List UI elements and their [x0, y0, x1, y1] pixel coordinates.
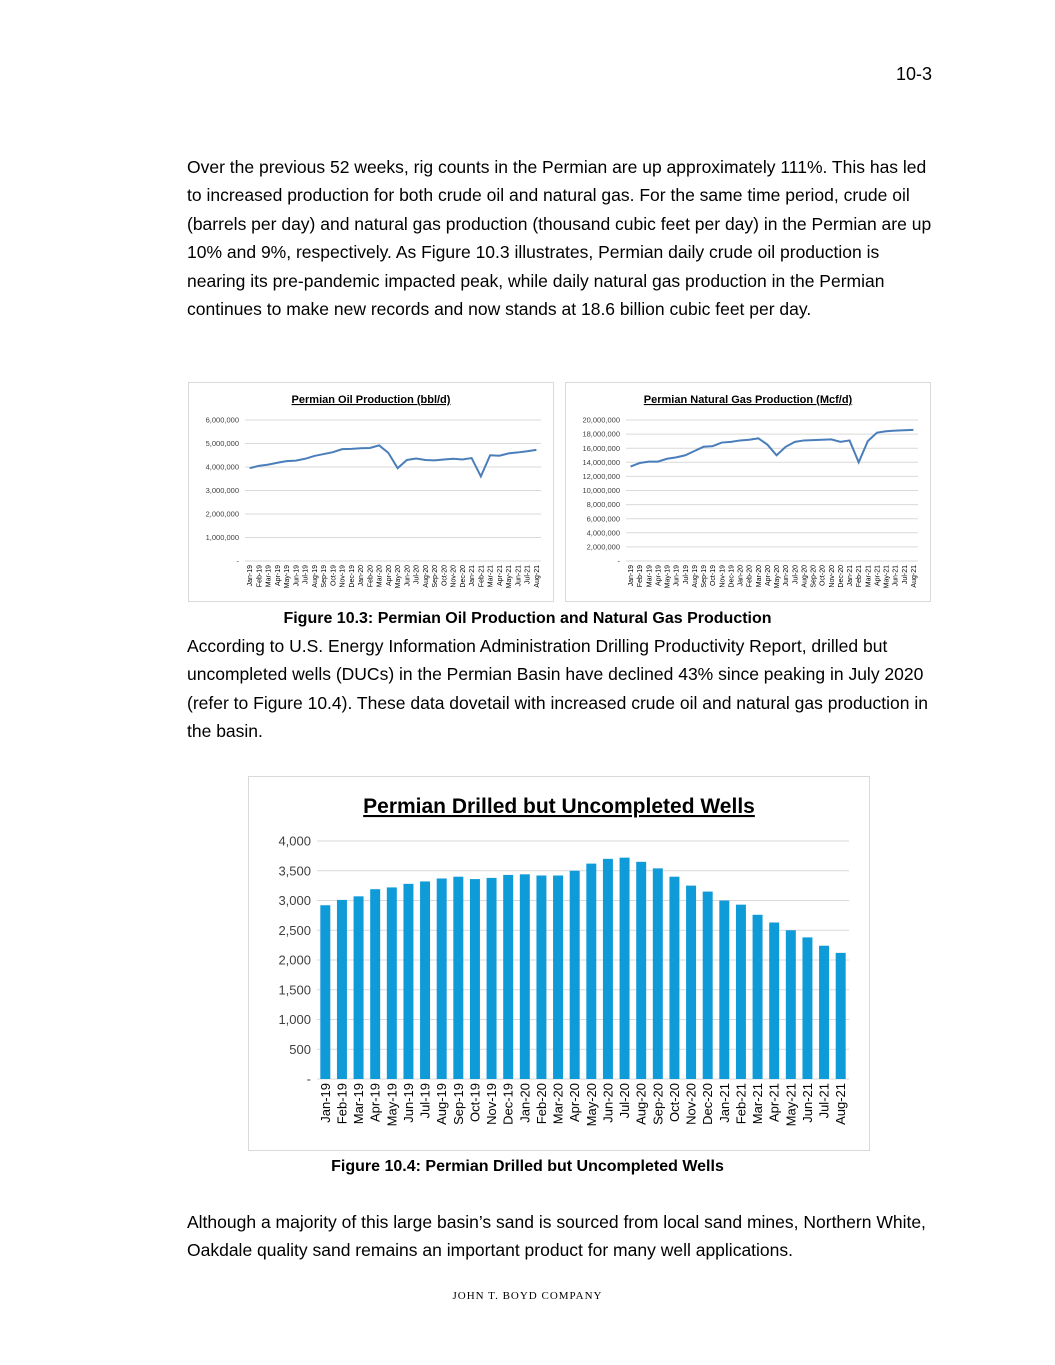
- y-tick-label: 4,000: [278, 833, 311, 849]
- y-tick-label: 2,000: [278, 952, 311, 968]
- x-tick-label: Nov-19: [719, 565, 727, 588]
- x-tick-label: May-20: [395, 565, 403, 589]
- x-tick-label: Sep-20: [650, 1083, 666, 1125]
- series-line: [250, 445, 537, 476]
- y-tick-label: -: [617, 556, 620, 566]
- x-tick-label: May-21: [783, 1083, 799, 1127]
- x-tick-label: Apr-21: [496, 565, 504, 587]
- bar-Nov-19: [487, 878, 497, 1079]
- x-tick-label: Sep-20: [810, 565, 818, 588]
- page-number: 10-3: [895, 64, 932, 84]
- bar-Jul-21: [819, 946, 829, 1079]
- y-tick-label: 5,000,000: [205, 439, 239, 449]
- x-tick-label: Feb-19: [334, 1083, 350, 1125]
- bar-Aug-19: [437, 878, 447, 1079]
- x-tick-label: Dec-20: [459, 565, 467, 588]
- x-tick-label: Apr-20: [385, 565, 393, 587]
- x-tick-label: Jun-21: [799, 1083, 815, 1123]
- x-tick-label: Jul-21: [524, 565, 532, 585]
- y-tick-label: 500: [289, 1041, 311, 1057]
- footer-company: JOHN T. BOYD COMPANY: [452, 1290, 603, 1302]
- x-tick-label: Jun-20: [600, 1083, 616, 1123]
- x-tick-label: Jul-19: [417, 1083, 433, 1119]
- x-tick-label: May-20: [583, 1083, 599, 1127]
- x-tick-label: Jan-21: [469, 565, 477, 587]
- y-tick-label: 3,000,000: [205, 486, 239, 496]
- x-tick-label: Mar-21: [750, 1083, 766, 1125]
- y-tick-label: 1,000,000: [205, 533, 239, 543]
- y-tick-label: 14,000,000: [582, 457, 620, 467]
- bar-Apr-21: [769, 923, 779, 1079]
- paragraph-1: Over the previous 52 weeks, rig counts in the Permian are up approximately 111%. This has led to increased production for both crude oil and natural gas. For the same time period, crude oil (barrels per day) and natural gas production (thousand cubic feet per day) in the Permian are up 10% and 9%, respectively. As Figure 10.3 illustrates, Permian daily crude oil production is nearing its pre-pandemic impacted peak, while daily natural gas production in the Permian continues to make new records and now stands at 18.6 billion cubic feet per day.: [187, 157, 932, 320]
- bar-Apr-20: [570, 871, 580, 1079]
- x-tick-label: Aug-21: [533, 565, 541, 588]
- bar-Apr-19: [370, 889, 380, 1079]
- x-tick-label: Dec-19: [728, 565, 736, 588]
- x-tick-label: Dec-20: [837, 565, 845, 588]
- duc-wells-chart: [248, 776, 870, 1151]
- x-tick-label: Jan-21: [847, 565, 855, 587]
- x-tick-label: May-19: [284, 565, 292, 589]
- x-tick-label: Feb-19: [256, 565, 264, 588]
- figure-10-4-caption: Figure 10.4: Permian Drilled but Uncompleted Wells: [331, 1158, 724, 1175]
- y-tick-label: 8,000,000: [586, 500, 620, 510]
- bar-Mar-20: [553, 876, 563, 1079]
- x-tick-label: Sep-20: [432, 565, 440, 588]
- x-tick-label: Mar-19: [265, 565, 273, 588]
- x-tick-label: Feb-20: [533, 1083, 549, 1125]
- chart-title: Permian Oil Production (bbl/d): [291, 394, 451, 406]
- x-tick-label: Jul-19: [682, 565, 690, 585]
- y-tick-label: -: [306, 1071, 311, 1087]
- x-tick-label: May-21: [883, 565, 891, 589]
- bar-Jan-21: [719, 901, 729, 1080]
- x-tick-label: Oct-19: [467, 1083, 483, 1123]
- x-tick-label: Aug-19: [691, 565, 699, 588]
- y-tick-label: 18,000,000: [582, 429, 620, 439]
- x-tick-label: Aug-20: [422, 565, 430, 588]
- x-tick-label: Sep-19: [321, 565, 329, 588]
- y-tick-label: 12,000,000: [582, 472, 620, 482]
- x-tick-label: Mar-21: [865, 565, 873, 588]
- y-tick-label: 10,000,000: [582, 486, 620, 496]
- x-tick-label: Nov-19: [339, 565, 347, 588]
- bar-Feb-21: [736, 905, 746, 1079]
- x-tick-label: Nov-20: [450, 565, 458, 588]
- paragraph-2: According to U.S. Energy Information Administration Drilling Productivity Report, drilled but uncompleted wells (DUCs) in the Permian Basin have declined 43% since peaking in July 2020 (refer to Figure 10.4). These data dovetail with increased crude oil and natural gas production in the basin.: [187, 636, 928, 742]
- y-tick-label: 4,000,000: [205, 462, 239, 472]
- x-tick-label: Dec-20: [700, 1083, 716, 1125]
- x-tick-label: Apr-20: [567, 1083, 583, 1123]
- x-tick-label: Jul-21: [901, 565, 909, 585]
- chart-title: Permian Drilled but Uncompleted Wells: [363, 795, 755, 818]
- x-tick-label: Oct-20: [666, 1083, 682, 1123]
- x-tick-label: Mar-20: [376, 565, 384, 588]
- bar-Jan-20: [520, 874, 530, 1079]
- x-tick-label: Jul-20: [617, 1083, 633, 1119]
- x-tick-label: Aug-21: [833, 1083, 849, 1125]
- bar-May-21: [786, 930, 796, 1079]
- y-tick-label: 6,000,000: [586, 514, 620, 524]
- x-tick-label: Nov-19: [484, 1083, 500, 1125]
- y-tick-label: 2,000,000: [586, 542, 620, 552]
- x-tick-label: Mar-21: [487, 565, 495, 588]
- x-tick-label: Jan-20: [358, 565, 366, 587]
- x-tick-label: Mar-20: [755, 565, 763, 588]
- x-tick-label: Feb-21: [856, 565, 864, 588]
- bar-Mar-21: [753, 915, 763, 1079]
- x-tick-label: Feb-20: [746, 565, 754, 588]
- y-tick-label: 3,000: [278, 893, 311, 909]
- bar-Jul-20: [620, 858, 630, 1079]
- x-tick-label: Apr-20: [764, 565, 772, 587]
- x-tick-label: Jun-19: [673, 565, 681, 587]
- bar-May-20: [586, 864, 596, 1079]
- bar-Oct-20: [669, 877, 679, 1079]
- x-tick-label: Jan-19: [247, 565, 255, 587]
- x-tick-label: Oct-20: [819, 565, 827, 587]
- x-tick-label: Feb-19: [637, 565, 645, 588]
- x-tick-label: May-20: [774, 565, 782, 589]
- x-tick-label: Feb-21: [478, 565, 486, 588]
- x-tick-label: Aug-20: [633, 1083, 649, 1125]
- x-tick-label: Jan-19: [628, 565, 636, 587]
- x-tick-label: Aug-21: [910, 565, 918, 588]
- y-tick-label: 4,000,000: [586, 528, 620, 538]
- bar-Aug-21: [836, 953, 846, 1079]
- x-tick-label: Nov-20: [828, 565, 836, 588]
- x-tick-label: Jul-19: [302, 565, 310, 585]
- x-tick-label: Jul-20: [792, 565, 800, 585]
- x-tick-label: Apr-19: [274, 565, 282, 587]
- chart-title: Permian Natural Gas Production (Mcf/d): [643, 394, 853, 406]
- x-tick-label: May-19: [664, 565, 672, 589]
- oil-production-chart: [188, 382, 554, 602]
- x-tick-label: Jun-21: [892, 565, 900, 587]
- x-tick-label: Jun-20: [404, 565, 412, 587]
- x-tick-label: Jun-21: [515, 565, 523, 587]
- bar-Jun-19: [403, 884, 413, 1079]
- bar-Mar-19: [354, 896, 364, 1079]
- paragraph-3: Although a majority of this large basin’s sand is sourced from local sand mines, Northern White, Oakdale quality sand remains an important product for many well applications.: [187, 1212, 926, 1261]
- x-tick-label: Jul-20: [413, 565, 421, 585]
- x-tick-label: Dec-19: [500, 1083, 516, 1125]
- x-tick-label: Jan-20: [737, 565, 745, 587]
- y-tick-label: 2,000,000: [205, 509, 239, 519]
- x-tick-label: Oct-19: [330, 565, 338, 587]
- x-tick-label: Jun-20: [783, 565, 791, 587]
- x-tick-label: Jun-19: [400, 1083, 416, 1123]
- y-tick-label: 16,000,000: [582, 443, 620, 453]
- bar-Feb-20: [536, 876, 546, 1079]
- bar-Nov-20: [686, 886, 696, 1079]
- x-tick-label: Jan-19: [317, 1083, 333, 1123]
- x-tick-label: Jun-19: [293, 565, 301, 587]
- y-tick-label: -: [236, 556, 239, 566]
- x-tick-label: Sep-19: [450, 1083, 466, 1125]
- x-tick-label: Aug-19: [311, 565, 319, 588]
- bar-Jul-19: [420, 881, 430, 1079]
- x-tick-label: Jan-21: [716, 1083, 732, 1123]
- bar-Sep-19: [453, 877, 463, 1079]
- x-tick-label: Apr-21: [874, 565, 882, 587]
- x-tick-label: Mar-19: [646, 565, 654, 588]
- x-tick-label: Feb-20: [367, 565, 375, 588]
- y-tick-label: 6,000,000: [205, 415, 239, 425]
- bar-Jun-20: [603, 859, 613, 1079]
- bar-Oct-19: [470, 879, 480, 1079]
- bar-Feb-19: [337, 900, 347, 1079]
- x-tick-label: Dec-19: [348, 565, 356, 588]
- y-tick-label: 20,000,000: [582, 415, 620, 425]
- x-tick-label: Apr-21: [766, 1083, 782, 1123]
- bar-Sep-20: [653, 868, 663, 1079]
- y-tick-label: 1,000: [278, 1012, 311, 1028]
- y-tick-label: 1,500: [278, 982, 311, 998]
- y-tick-label: 2,500: [278, 922, 311, 938]
- figure-10-3-caption: Figure 10.3: Permian Oil Production and Natural Gas Production: [283, 610, 772, 627]
- x-tick-label: May-21: [506, 565, 514, 589]
- x-tick-label: Mar-20: [550, 1083, 566, 1125]
- bar-Aug-20: [636, 862, 646, 1079]
- bar-May-19: [387, 887, 397, 1079]
- x-tick-label: Sep-19: [701, 565, 709, 588]
- x-tick-label: Oct-19: [710, 565, 718, 587]
- x-tick-label: Mar-19: [351, 1083, 367, 1125]
- gas-production-chart: [565, 382, 931, 602]
- bar-Jan-19: [320, 905, 330, 1079]
- x-tick-label: Aug-20: [801, 565, 809, 588]
- x-tick-label: Feb-21: [733, 1083, 749, 1125]
- x-tick-label: Aug-19: [434, 1083, 450, 1125]
- x-tick-label: Oct-20: [441, 565, 449, 587]
- y-tick-label: 3,500: [278, 863, 311, 879]
- x-tick-label: May-19: [384, 1083, 400, 1127]
- x-tick-label: Apr-19: [367, 1083, 383, 1123]
- x-tick-label: Jan-20: [517, 1083, 533, 1123]
- x-tick-label: Nov-20: [683, 1083, 699, 1125]
- x-tick-label: Jul-21: [816, 1083, 832, 1119]
- bar-Dec-19: [503, 875, 513, 1079]
- x-tick-label: Apr-19: [655, 565, 663, 587]
- bar-Dec-20: [703, 892, 713, 1079]
- bar-Jun-21: [802, 937, 812, 1079]
